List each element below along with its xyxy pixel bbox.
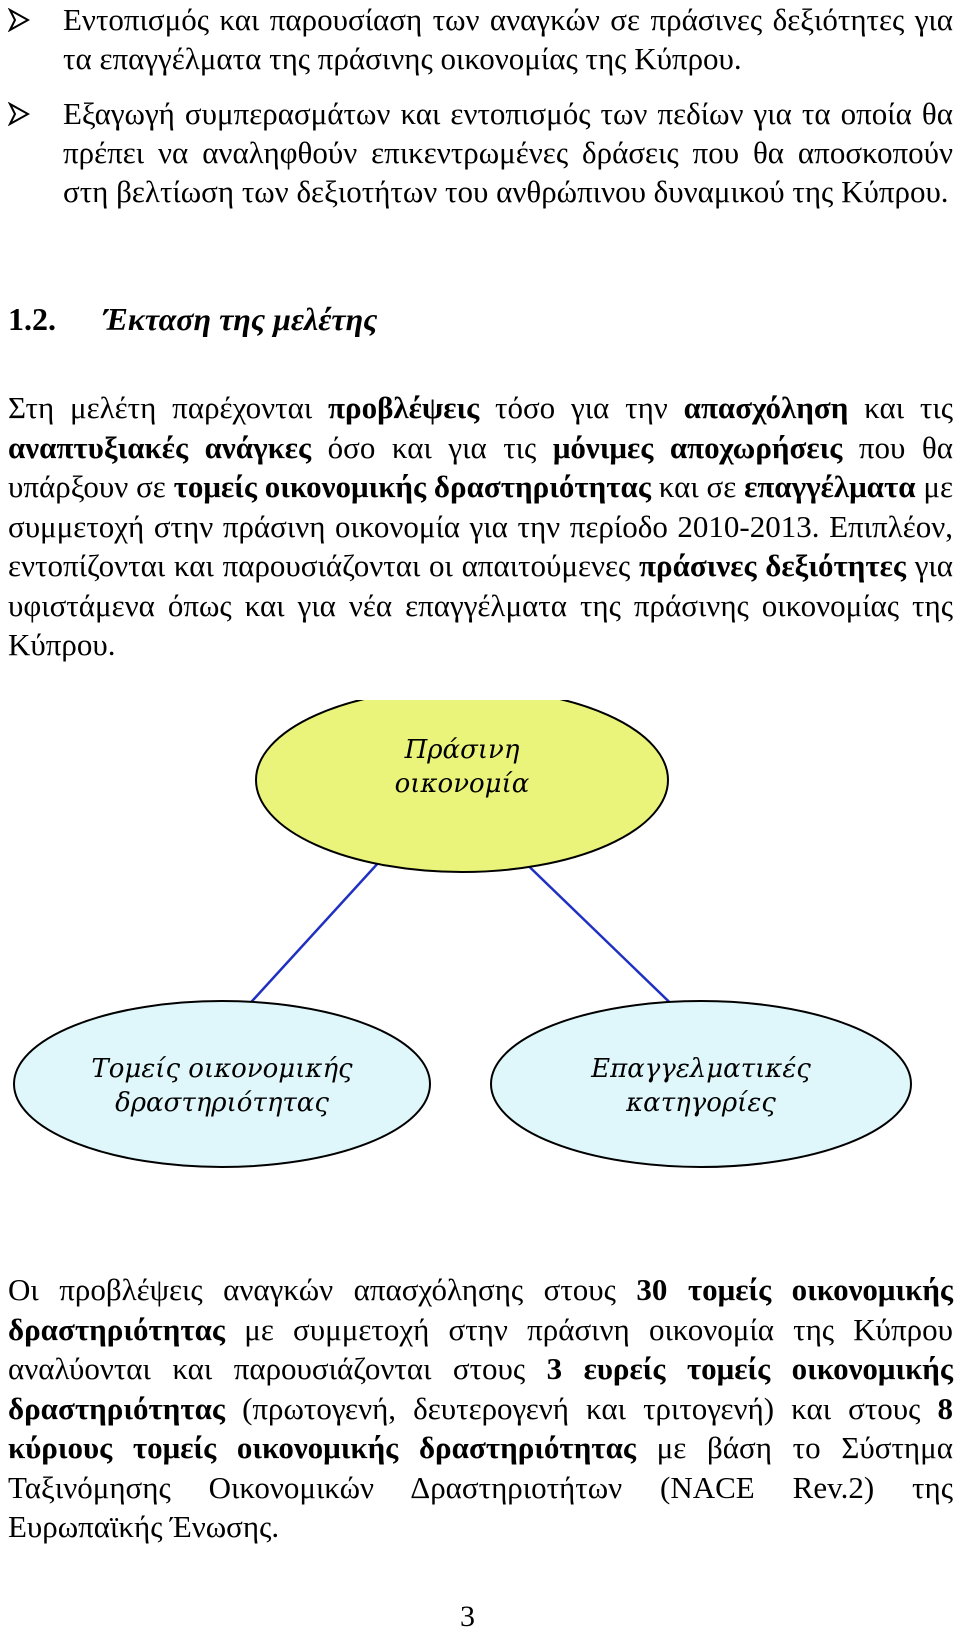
bold-run: επαγγέλματα [744,469,916,504]
occupations-node [491,1001,911,1167]
bullet-item [8,0,953,78]
bold-run: μόνιμες αποχωρήσεις [552,429,843,465]
text-run: για υφιστάμενα όπως και για νέα επαγγέλματα της πράσινης οικονομίας της Κύπρου. [8,548,953,662]
green-economy-label-line1: Πράσινη [404,735,520,765]
sectors-node [14,1001,430,1167]
bold-run: 8 κύριους τομείς οικονομικής δραστηριότητας [8,1390,953,1465]
sectors-label-line1: Τομείς οικονομικής [91,1054,353,1084]
section-title: Έκταση της μελέτης [103,301,378,337]
paragraph-scope [8,388,953,665]
text-run: με βάση το Σύστημα Ταξινόμησης Οικονομικών Δραστηριοτήτων (NACE Rev.2) της Ευρωπαϊκής Ένωσης. [8,1430,953,1544]
page-number: 3 [460,1600,475,1633]
bold-run: αναπτυξιακές ανάγκες [8,429,312,465]
section-number: 1.2. [8,301,56,337]
text-run: Στη μελέτη παρέχονται [8,390,329,425]
occupations-label-line1: Επαγγελματικές [591,1054,811,1084]
green-economy-label-line2: οικονομία [394,769,530,799]
occupations-label-line2: κατηγορίες [626,1088,776,1118]
text-run: που θα υπάρξουν σε [8,429,954,504]
bold-run: προβλέψεις [328,390,480,425]
arrowhead-bullet-icon [8,94,63,133]
section-heading [8,301,377,338]
sectors-label-line2: δραστηριότητας [115,1088,329,1118]
text-run: (πρωτογενή, δευτερογενή και τριτογενή) και στους [225,1390,938,1426]
bold-run: πράσινες δεξιότητες [639,548,906,583]
text-run: με συμμετοχή στην πράσινη οικονομία για την περίοδο 2010-2013. Επιπλέον, εντοπίζονται και παρουσιάζονται οι απαιτούμενες [8,469,954,583]
text-run: με συμμετοχή στην πράσινη οικονομία της Κύπρου αναλύονται και παρουσιάζονται στους [8,1311,953,1386]
bullet-text: Εντοπισμός και παρουσίαση των αναγκών σε πράσινες δεξιότητες για τα επαγγέλματα της πράσινης οικονομίας της Κύπρου. [63,2,953,76]
text-run: και σε [650,469,745,504]
bold-run: απασχόληση [683,390,849,425]
bold-run: τομείς οικονομικής δραστηριότητας [173,469,651,504]
text-run: Οι προβλέψεις αναγκών απασχόλησης στους [8,1272,637,1307]
paragraph-forecasts [8,1270,953,1547]
green-economy-diagram [0,700,960,1220]
bold-run: 30 τομείς οικονομικής δραστηριότητας [8,1272,953,1347]
text-run: και τις [848,390,953,425]
arrow-to-occupations [512,850,690,1022]
arrow-to-sectors [233,850,390,1022]
text-run: όσο και για τις [311,429,553,465]
bullet-text: Εξαγωγή συμπερασμάτων και εντοπισμός των πεδίων για τα οποία θα πρέπει να αναληφθούν επικεντρωμένες δράσεις που θα αποσκοπούν στη βελτίωση των δεξιοτήτων του ανθρώπινου δυναμικού της Κύπρου. [63,96,953,209]
bullet-list [8,0,953,227]
arrowhead-bullet-icon [8,0,63,39]
bold-run: 3 ευρείς τομείς οικονομικής δραστηριότητας [8,1351,953,1426]
bullet-item [8,94,953,211]
text-run: τόσο για την [479,390,684,425]
